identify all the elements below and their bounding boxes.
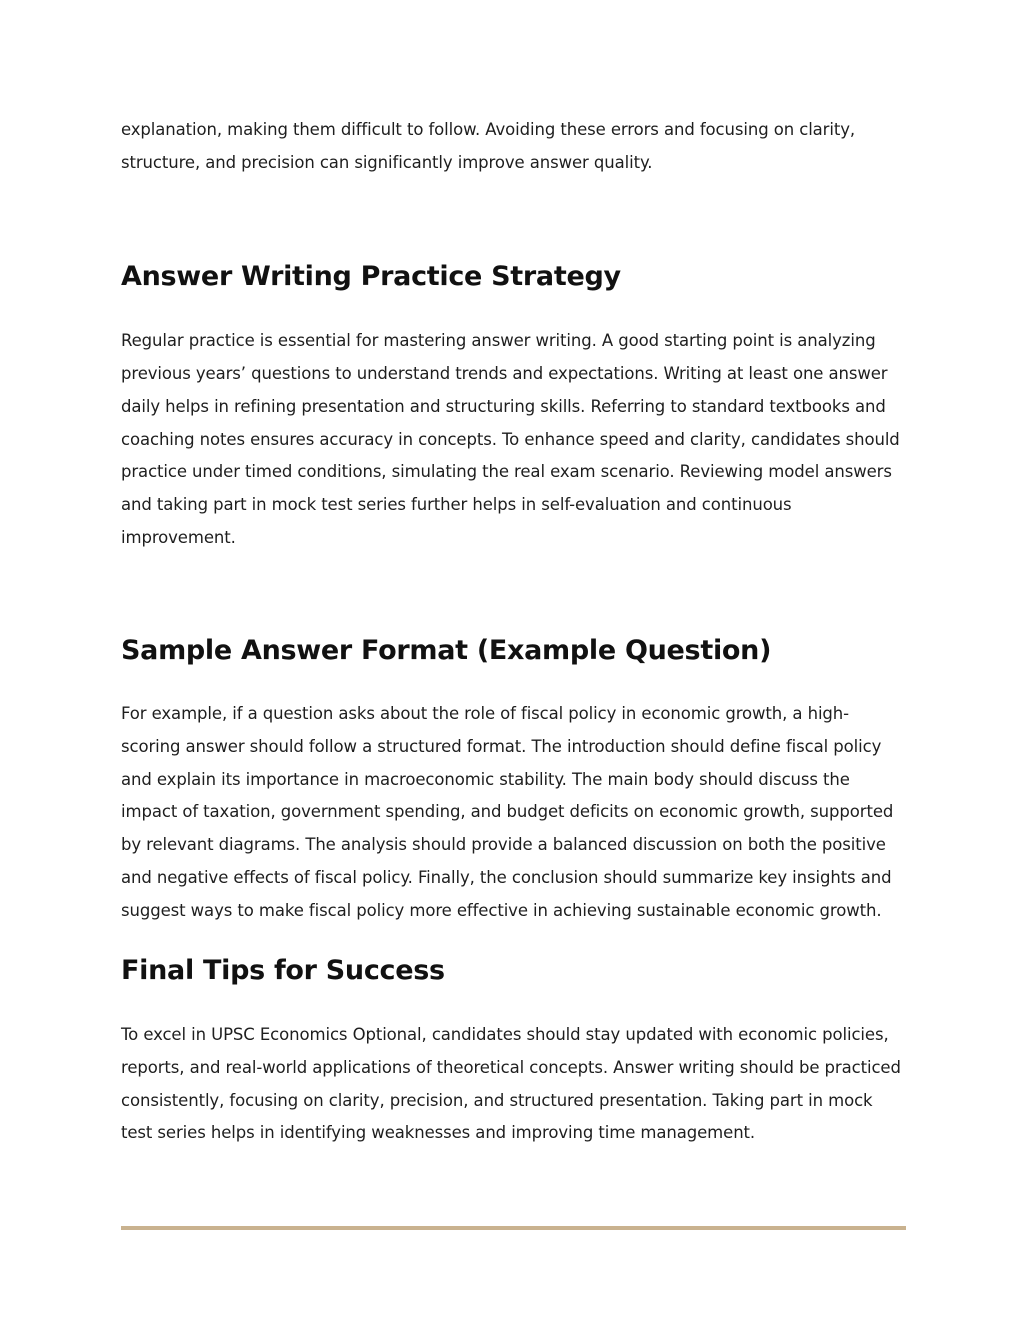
section-heading-practice-strategy: Answer Writing Practice Strategy [121, 261, 621, 293]
section-body-practice-strategy: Regular practice is essential for mastering answer writing. A good starting point is analyzing previous years’ questions to understand trends and expectations. Writing at least one answer daily helps in refining presentation and structuring skills. Referring to standard textbooks and coaching notes ensures accuracy in concepts. To enhance speed and clarity, candidates should practice under timed conditions, simulating the real exam scenario. Reviewing model answers and taking part in mock test series further helps in self-evaluation and continuous improvement. [121, 331, 900, 547]
section-body-sample-format: For example, if a question asks about the role of fiscal policy in economic growth, a high-scoring answer should follow a structured format. The introduction should define fiscal policy and explain its importance in macroeconomic stability. The main body should discuss the impact of taxation, government spending, and budget deficits on economic growth, supported by relevant diagrams. The analysis should provide a balanced discussion on both the positive and negative effects of fiscal policy. Finally, the conclusion should summarize key insights and suggest ways to make fiscal policy more effective in achieving sustainable economic growth. [121, 704, 894, 920]
intro-paragraph: explanation, making them difficult to follow. Avoiding these errors and focusing on clarity, structure, and precision can significantly improve answer quality. [121, 120, 856, 172]
document-page [121, 114, 906, 1150]
section-body-final-tips: To excel in UPSC Economics Optional, candidates should stay updated with economic policies, reports, and real-world applications of theoretical concepts. Answer writing should be practiced consistently, focusing on clarity, precision, and structured presentation. Taking part in mock test series helps in identifying weaknesses and improving time management. [121, 1025, 901, 1143]
section-heading-final-tips: Final Tips for Success [121, 955, 445, 987]
section-heading-sample-format: Sample Answer Format (Example Question) [121, 635, 772, 667]
footer-divider [121, 1226, 906, 1230]
